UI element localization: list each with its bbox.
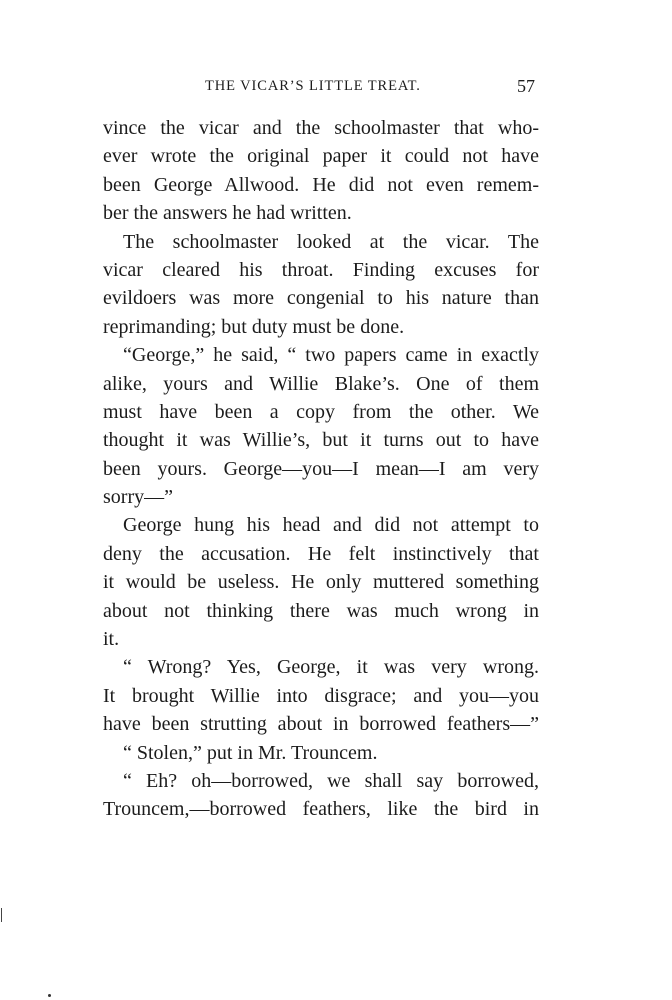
text-line: evildoers was more congenial to his nature than: [103, 287, 539, 310]
body-text: [103, 114, 539, 824]
text-line: vince the vicar and the schoolmaster that who-: [103, 117, 539, 139]
text-line: ever wrote the original paper it could not have: [103, 145, 539, 168]
text-line: must have been a copy from the other. We: [103, 400, 539, 423]
running-head-title: THE VICAR’S LITTLE TREAT.: [205, 78, 421, 94]
text-line: Trouncem,—borrowed feathers, like the bird in: [103, 798, 539, 821]
text-line: about not thinking there was much wrong in: [103, 599, 539, 622]
text-line: alike, yours and Willie Blake’s. One of them: [103, 372, 539, 395]
text-line: “ Wrong? Yes, George, it was very wrong.: [123, 656, 539, 679]
text-line: “George,” he said, “ two papers came in exactly: [123, 344, 539, 367]
text-line: George hung his head and did not attempt to: [123, 514, 539, 537]
running-head: [0, 76, 672, 100]
text-line: been yours. George—you—I mean—I am very: [103, 457, 539, 480]
text-line: reprimanding; but duty must be done.: [103, 315, 405, 338]
text-line: “ Stolen,” put in Mr. Trouncem.: [123, 741, 378, 764]
text-line: It brought Willie into disgrace; and you—you: [103, 684, 539, 707]
text-line: “ Eh? oh—borrowed, we shall say borrowed,: [123, 769, 539, 792]
scan-edge-mark: [1, 908, 2, 922]
text-line: vicar cleared his throat. Finding excuses for: [103, 258, 539, 281]
text-line: deny the accusation. He felt instinctively that: [103, 542, 539, 565]
text-line: been George Allwood. He did not even remem-: [103, 173, 539, 196]
text-line: it would be useless. He only muttered something: [103, 571, 539, 594]
text-line: have been strutting about in borrowed feathers—”: [103, 713, 539, 736]
scan-speck: [48, 994, 51, 997]
text-line: ber the answers he had written.: [103, 202, 352, 225]
text-line: The schoolmaster looked at the vicar. The: [123, 230, 539, 253]
text-line: it.: [103, 628, 120, 651]
text-line: thought it was Willie’s, but it turns out to have: [103, 429, 539, 452]
text-line: sorry—”: [103, 486, 173, 509]
page-number: 57: [517, 76, 535, 96]
